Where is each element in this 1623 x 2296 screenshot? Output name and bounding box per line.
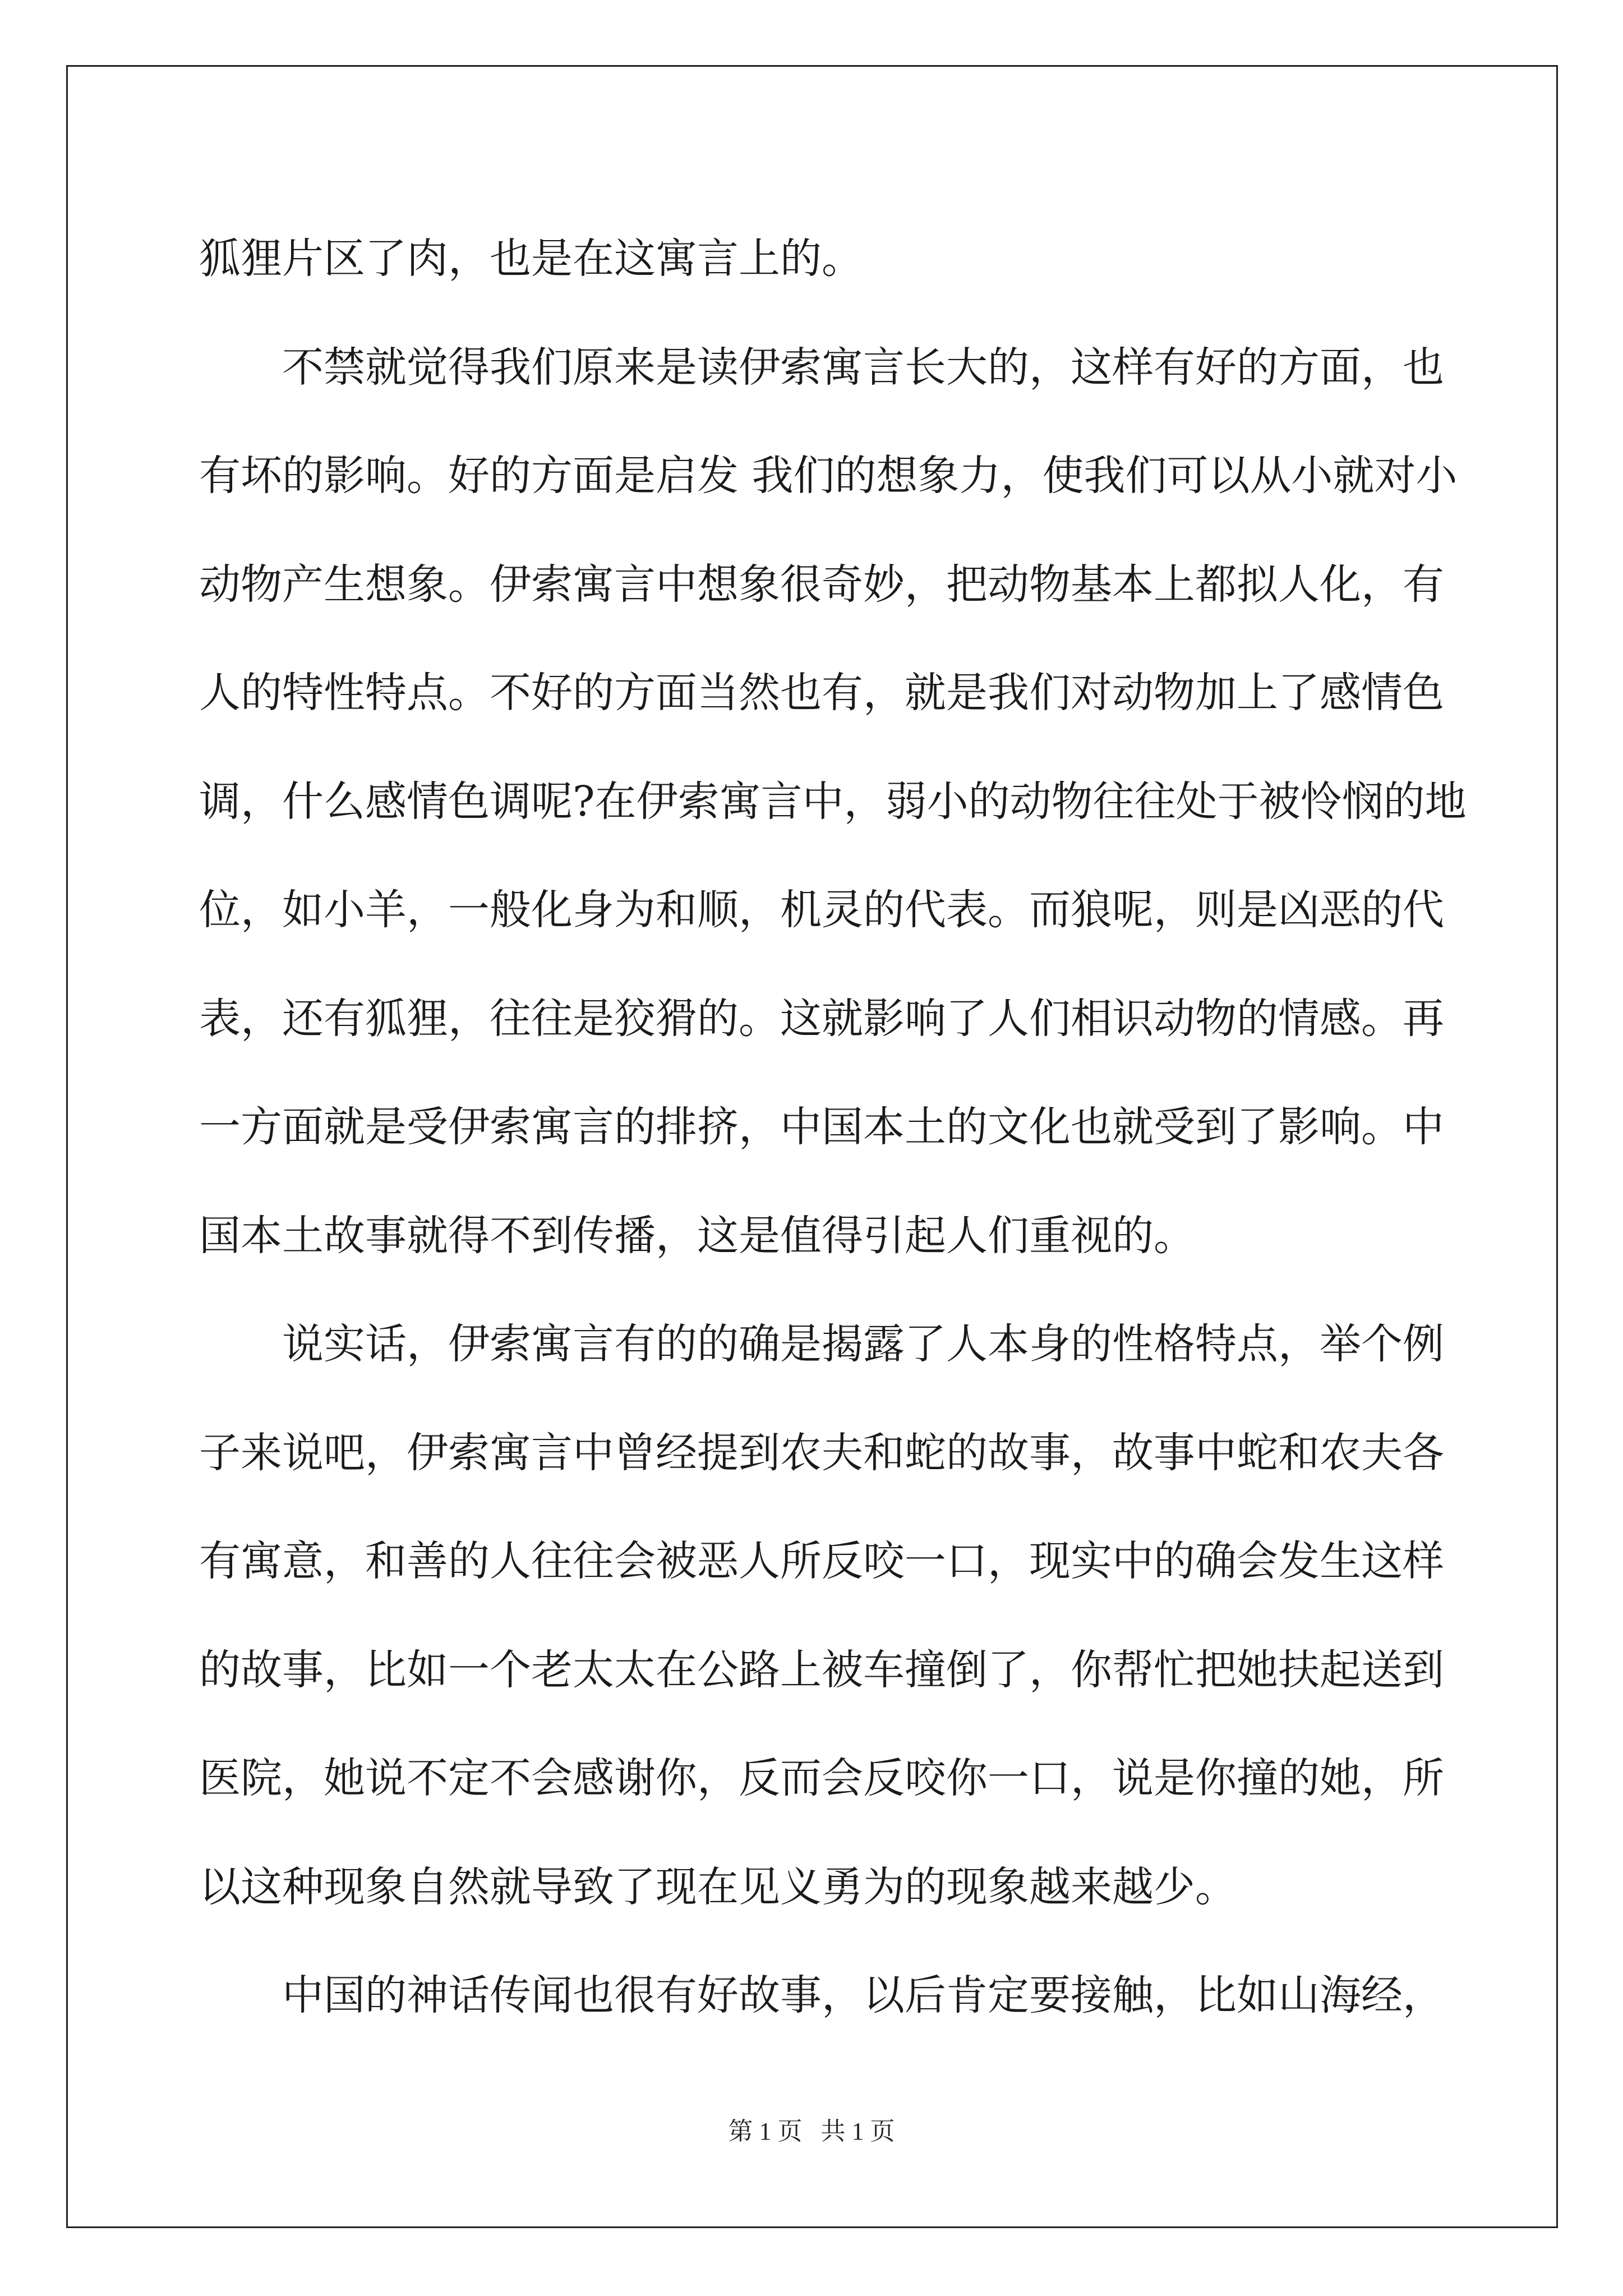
text-line: 的故事，比如一个老太太在公路上被车撞倒了，你帮忙把她扶起送到	[199, 1645, 1444, 1694]
text-line: 以这种现象自然就导致了现在见义勇为的现象越来越少。	[199, 1862, 1237, 1911]
text-line: 表，还有狐狸，往往是狡猾的。这就影响了人们相识动物的情感。再	[199, 994, 1444, 1043]
text-line: 子来说吧，伊索寓言中曾经提到农夫和蛇的故事，故事中蛇和农夫各	[199, 1428, 1444, 1477]
text-line: 狐狸片区了肉，也是在这寓言上的。	[199, 234, 863, 283]
text-line: 国本土故事就得不到传播，这是值得引起人们重视的。	[199, 1211, 1195, 1260]
text-line: 一方面就是受伊索寓言的排挤，中国本土的文化也就受到了影响。中	[199, 1103, 1444, 1151]
page-total: 共 1 页	[820, 2118, 895, 2145]
text-line: 动物产生想象。伊索寓言中想象很奇妙，把动物基本上都拟人化，有	[199, 560, 1444, 609]
text-line: 医院，她说不定不会感谢你，反而会反咬你一口，说是你撞的她，所	[199, 1754, 1444, 1802]
text-line: 调，什么感情色调呢?在伊索寓言中，弱小的动物往往处于被怜悯的地	[199, 777, 1467, 826]
paragraph-start-line: 不禁就觉得我们原来是读伊索寓言长大的，这样有好的方面，也	[282, 343, 1444, 392]
page-number: 第 1 页	[728, 2118, 803, 2145]
text-line: 位，如小羊，一般化身为和顺，机灵的代表。而狼呢，则是凶恶的代	[199, 886, 1444, 934]
page-footer	[0, 2115, 1623, 2148]
text-line: 有坏的影响。好的方面是启发 我们的想象力，使我们可以从小就对小	[199, 452, 1458, 500]
paragraph-start-line: 说实话，伊索寓言有的的确是揭露了人本身的性格特点，举个例	[282, 1320, 1444, 1368]
paragraph-start-line: 中国的神话传闻也很有好故事，以后肯定要接触，比如山海经，	[282, 1971, 1444, 2019]
text-line: 人的特性特点。不好的方面当然也有，就是我们对动物加上了感情色	[199, 669, 1444, 717]
document-body	[199, 205, 1467, 2050]
text-line: 有寓意，和善的人往往会被恶人所反咬一口，现实中的确会发生这样	[199, 1537, 1444, 1585]
